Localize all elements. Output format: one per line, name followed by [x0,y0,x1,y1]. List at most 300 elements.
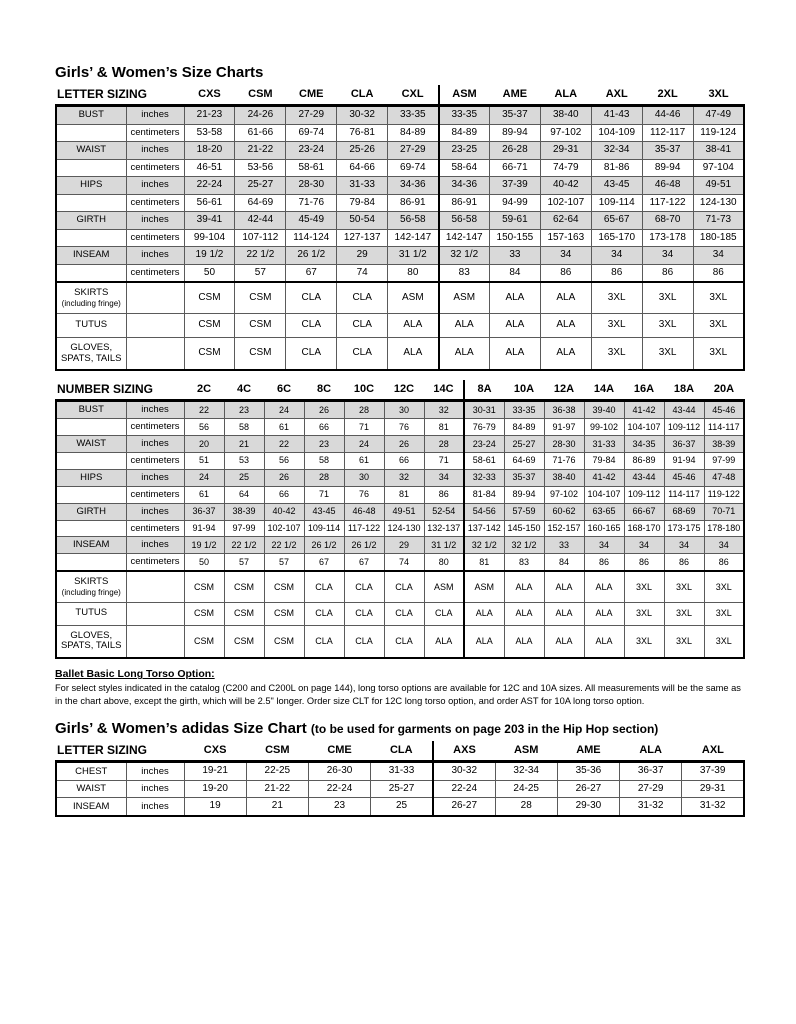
value-cell: 66 [304,419,344,436]
value-cell: 28 [424,436,464,453]
column-header-6c: 6C [264,380,304,401]
value-cell: 28 [344,401,384,419]
value-cell: CLA [384,571,424,603]
value-cell: 31-32 [682,798,744,816]
value-cell: 40-42 [264,503,304,520]
value-cell: 33-35 [439,106,490,125]
value-cell: 180-185 [693,229,744,247]
row-label: GLOVES, SPATS, TAILS [56,625,126,658]
value-cell: 34 [642,247,693,265]
value-cell: 23-25 [439,142,490,160]
value-cell: 19 1/2 [184,247,235,265]
column-header-cla: CLA [337,85,388,106]
value-cell: 45-46 [704,401,744,419]
value-cell: 66 [264,486,304,503]
value-cell: 25-27 [371,780,433,798]
row-label [56,124,126,142]
value-cell: CSM [235,314,286,338]
adidas-chart-title-suffix: (to be used for garments on page 203 in the Hip Hop section) [310,722,659,737]
value-cell: 22 1/2 [224,537,264,554]
value-cell: 22-24 [184,177,235,195]
value-cell: 86 [424,486,464,503]
value-cell: 26 1/2 [286,247,337,265]
value-cell: 74 [337,264,388,282]
value-cell: 86-89 [624,453,664,470]
value-cell: 28-30 [544,436,584,453]
table-row [56,124,744,142]
table-row [56,469,744,486]
ballet-note-body: For select styles indicated in the catalog (C200 and C200L on page 144), long torso options are available for 12C and 10A sizes. All measurements will be the same as in the chart above, except the girth, which will be 2.5" longer. Order size CLT for 12C long torso option, and order AST for 10A long torso option. [55,683,741,707]
value-cell: 39-41 [184,212,235,230]
value-cell: 86 [642,264,693,282]
value-cell: 145-150 [504,520,544,537]
value-cell: 67 [286,264,337,282]
value-cell: 97-99 [704,453,744,470]
unit-label: inches [126,503,184,520]
value-cell: 34 [540,247,591,265]
value-cell: 19-21 [184,762,246,781]
column-header-ala: ALA [620,741,682,762]
value-cell: 19 [184,798,246,816]
value-cell: 86 [624,554,664,571]
value-cell: 3XL [624,625,664,658]
value-cell: CSM [264,603,304,625]
table-row [56,436,744,453]
value-cell: 24 [264,401,304,419]
value-cell: 57 [224,554,264,571]
value-cell: 49-51 [384,503,424,520]
value-cell: 32 [384,469,424,486]
unit-label: centimeters [126,124,184,142]
value-cell: ALA [388,314,439,338]
value-cell: ALA [439,337,490,370]
value-cell: 3XL [591,314,642,338]
value-cell: 31-32 [620,798,682,816]
column-header-cxs: CXS [184,85,235,106]
value-cell: 34-36 [439,177,490,195]
value-cell: CSM [224,625,264,658]
row-label [56,453,126,470]
value-cell: 41-42 [624,401,664,419]
value-cell: 19-20 [184,780,246,798]
column-header-asm: ASM [439,85,490,106]
column-header-cxl: CXL [388,85,439,106]
value-cell: 86 [591,264,642,282]
value-cell: 33-35 [504,401,544,419]
table-row [56,247,744,265]
value-cell: 67 [344,554,384,571]
value-cell: 3XL [642,282,693,314]
value-cell: 160-165 [584,520,624,537]
column-header-csm: CSM [235,85,286,106]
value-cell: 102-107 [540,194,591,212]
unit-label: inches [126,537,184,554]
value-cell: 71-76 [286,194,337,212]
value-cell: 76-79 [464,419,504,436]
value-cell: ASM [424,571,464,603]
value-cell: 84-89 [504,419,544,436]
unit-label: centimeters [126,453,184,470]
value-cell: 3XL [624,571,664,603]
value-cell: 58 [304,453,344,470]
column-header-axl: AXL [591,85,642,106]
value-cell: CLA [286,282,337,314]
unit-label: centimeters [126,229,184,247]
value-cell: ALA [489,314,540,338]
value-cell: ASM [388,282,439,314]
unit-label: inches [126,106,184,125]
value-cell: 104-109 [591,124,642,142]
value-cell: 104-107 [624,419,664,436]
column-header-14a: 14A [584,380,624,401]
unit-label: inches [126,142,184,160]
value-cell: 152-157 [544,520,584,537]
value-cell: 53-56 [235,159,286,177]
value-cell: 109-114 [591,194,642,212]
value-cell: CLA [337,282,388,314]
value-cell: ALA [540,337,591,370]
value-cell: 26 [304,401,344,419]
value-cell: 117-122 [344,520,384,537]
value-cell: 137-142 [464,520,504,537]
value-cell: 109-112 [664,419,704,436]
value-cell: 21-23 [184,106,235,125]
value-cell: 37-39 [682,762,744,781]
table-corner-label: LETTER SIZING [56,741,184,762]
value-cell: 32-33 [464,469,504,486]
value-cell: 26-30 [308,762,370,781]
value-cell: 22 1/2 [264,537,304,554]
column-header-14c: 14C [424,380,464,401]
value-cell: 45-49 [286,212,337,230]
value-cell: 31-33 [584,436,624,453]
value-cell: 56 [264,453,304,470]
table-row [56,106,744,125]
value-cell: 71 [304,486,344,503]
value-cell: 86 [540,264,591,282]
value-cell: 58-64 [439,159,490,177]
value-cell: 26-28 [489,142,540,160]
unit-label: centimeters [126,159,184,177]
value-cell: 68-70 [642,212,693,230]
value-cell: 132-137 [424,520,464,537]
value-cell: 31-33 [371,762,433,781]
row-label: GLOVES, SPATS, TAILS [56,337,126,370]
unit-label: centimeters [126,486,184,503]
value-cell: ALA [504,603,544,625]
value-cell: 50 [184,554,224,571]
value-cell: 43-45 [304,503,344,520]
column-header-8a: 8A [464,380,504,401]
value-cell: 86 [704,554,744,571]
value-cell: ALA [439,314,490,338]
value-cell: ALA [544,625,584,658]
value-cell: 39-40 [584,401,624,419]
value-cell: 61 [344,453,384,470]
value-cell: 97-102 [544,486,584,503]
value-cell: 58 [224,419,264,436]
value-cell: ALA [544,603,584,625]
value-cell: 36-38 [544,401,584,419]
value-cell: 114-117 [664,486,704,503]
value-cell: CLA [424,603,464,625]
value-cell: 3XL [664,603,704,625]
column-header-ame: AME [489,85,540,106]
row-label: BUST [56,106,126,125]
value-cell: 24-25 [495,780,557,798]
value-cell: 86 [664,554,704,571]
value-cell: 57-59 [504,503,544,520]
row-label [56,554,126,571]
value-cell: 23 [308,798,370,816]
table-row [56,314,744,338]
value-cell: 74-79 [540,159,591,177]
value-cell: 38-39 [704,436,744,453]
value-cell: 32 [424,401,464,419]
value-cell: ALA [464,603,504,625]
value-cell: 30 [384,401,424,419]
row-label: SKIRTS (including fringe) [56,282,126,314]
value-cell: 61 [264,419,304,436]
value-cell: 52-54 [424,503,464,520]
adidas-sizing-table [55,741,745,817]
unit-label [126,603,184,625]
unit-label: inches [126,401,184,419]
value-cell: CSM [235,282,286,314]
value-cell: 50 [184,264,235,282]
value-cell: CSM [264,625,304,658]
value-cell: 29-31 [682,780,744,798]
value-cell: 36-37 [620,762,682,781]
column-header-csm: CSM [246,741,308,762]
value-cell: 47-49 [693,106,744,125]
value-cell: 44-46 [642,106,693,125]
value-cell: 102-107 [264,520,304,537]
value-cell: ALA [584,571,624,603]
value-cell: ALA [504,625,544,658]
value-cell: 30-32 [433,762,495,781]
value-cell: CLA [337,337,388,370]
value-cell: 71 [344,419,384,436]
value-cell: 46-48 [642,177,693,195]
value-cell: 165-170 [591,229,642,247]
value-cell: 21-22 [235,142,286,160]
adidas-chart-title [55,720,745,737]
value-cell: 150-155 [489,229,540,247]
letter-sizing-table [55,85,745,371]
value-cell: 84 [489,264,540,282]
unit-label [126,337,184,370]
value-cell: 81 [424,419,464,436]
value-cell: 64-69 [504,453,544,470]
value-cell: 83 [439,264,490,282]
table-row [56,780,744,798]
unit-label: inches [126,177,184,195]
value-cell: 34 [584,537,624,554]
value-cell: 71-76 [544,453,584,470]
row-label: WAIST [56,780,126,798]
value-cell: 97-104 [693,159,744,177]
table-row [56,798,744,816]
row-label: TUTUS [56,603,126,625]
value-cell: 65-67 [591,212,642,230]
value-cell: 76-81 [337,124,388,142]
value-cell: 31-33 [337,177,388,195]
value-cell: 114-117 [704,419,744,436]
value-cell: 23-24 [464,436,504,453]
value-cell: 23-24 [286,142,337,160]
value-cell: 76 [344,486,384,503]
value-cell: 31 1/2 [388,247,439,265]
value-cell: 71 [424,453,464,470]
value-cell: 32 1/2 [504,537,544,554]
value-cell: 46-51 [184,159,235,177]
value-cell: 46-48 [344,503,384,520]
value-cell: 24 [184,469,224,486]
value-cell: 56-61 [184,194,235,212]
value-cell: CSM [184,625,224,658]
value-cell: 47-48 [704,469,744,486]
column-header-12a: 12A [544,380,584,401]
value-cell: 79-84 [337,194,388,212]
value-cell: 66-71 [489,159,540,177]
column-header-20a: 20A [704,380,744,401]
value-cell: 24-26 [235,106,286,125]
value-cell: 3XL [704,603,744,625]
value-cell: 64-69 [235,194,286,212]
value-cell: CLA [304,571,344,603]
row-label [56,229,126,247]
value-cell: 124-130 [693,194,744,212]
table-row [56,212,744,230]
column-header-asm: ASM [495,741,557,762]
value-cell: 104-107 [584,486,624,503]
value-cell: 86-91 [439,194,490,212]
value-cell: ALA [424,625,464,658]
value-cell: 33 [544,537,584,554]
value-cell: 34 [424,469,464,486]
column-header-axs: AXS [433,741,495,762]
value-cell: 34 [664,537,704,554]
value-cell: 35-36 [557,762,619,781]
value-cell: 119-124 [693,124,744,142]
value-cell: 43-44 [624,469,664,486]
value-cell: 32-34 [495,762,557,781]
value-cell: 36-37 [664,436,704,453]
value-cell: 70-71 [704,503,744,520]
value-cell: CLA [384,603,424,625]
value-cell: 99-102 [584,419,624,436]
value-cell: 51 [184,453,224,470]
value-cell: CLA [384,625,424,658]
value-cell: 41-42 [584,469,624,486]
value-cell: 37-39 [489,177,540,195]
value-cell: 80 [388,264,439,282]
table-row [56,625,744,658]
value-cell: CLA [286,337,337,370]
unit-label: inches [126,762,184,781]
value-cell: 168-170 [624,520,664,537]
value-cell: 21-22 [246,780,308,798]
value-cell: 114-124 [286,229,337,247]
value-cell: ALA [584,625,624,658]
value-cell: 30 [344,469,384,486]
value-cell: 54-56 [464,503,504,520]
value-cell: 3XL [642,337,693,370]
value-cell: ALA [540,314,591,338]
column-header-12c: 12C [384,380,424,401]
unit-label [126,282,184,314]
row-label: GIRTH [56,503,126,520]
value-cell: 142-147 [439,229,490,247]
value-cell: CLA [286,314,337,338]
row-label [56,419,126,436]
row-label: BUST [56,401,126,419]
value-cell: 33-35 [388,106,439,125]
value-cell: 3XL [693,314,744,338]
value-cell: 67 [304,554,344,571]
table-row [56,282,744,314]
row-label [56,486,126,503]
unit-label: centimeters [126,264,184,282]
value-cell: 32 1/2 [439,247,490,265]
value-cell: 69-74 [286,124,337,142]
value-cell: 23 [304,436,344,453]
value-cell: 45-46 [664,469,704,486]
row-label [56,264,126,282]
value-cell: 36-37 [184,503,224,520]
value-cell: 56 [184,419,224,436]
column-header-4c: 4C [224,380,264,401]
value-cell: 89-94 [504,486,544,503]
value-cell: 109-114 [304,520,344,537]
value-cell: CLA [344,603,384,625]
row-sublabel: (including fringe) [61,298,121,308]
value-cell: 22-24 [433,780,495,798]
value-cell: 58-61 [464,453,504,470]
value-cell: ASM [439,282,490,314]
value-cell: 86-91 [388,194,439,212]
value-cell: CLA [344,625,384,658]
value-cell: 32-34 [591,142,642,160]
value-cell: 81 [384,486,424,503]
value-cell: 173-178 [642,229,693,247]
value-cell: 25 [371,798,433,816]
row-label: INSEAM [56,247,126,265]
value-cell: 97-99 [224,520,264,537]
row-label: INSEAM [56,798,126,816]
value-cell: 81 [464,554,504,571]
unit-label: inches [126,780,184,798]
row-label [56,159,126,177]
value-cell: 34 [704,537,744,554]
table-row [56,194,744,212]
value-cell: 25 [224,469,264,486]
value-cell: 124-130 [384,520,424,537]
value-cell: 34 [693,247,744,265]
value-cell: 91-94 [664,453,704,470]
value-cell: CSM [184,571,224,603]
value-cell: 29 [384,537,424,554]
value-cell: 25-26 [337,142,388,160]
unit-label [126,314,184,338]
value-cell: ALA [489,337,540,370]
value-cell: 84-89 [388,124,439,142]
unit-label [126,571,184,603]
value-cell: 30-32 [337,106,388,125]
value-cell: 21 [224,436,264,453]
value-cell: 27-29 [286,106,337,125]
